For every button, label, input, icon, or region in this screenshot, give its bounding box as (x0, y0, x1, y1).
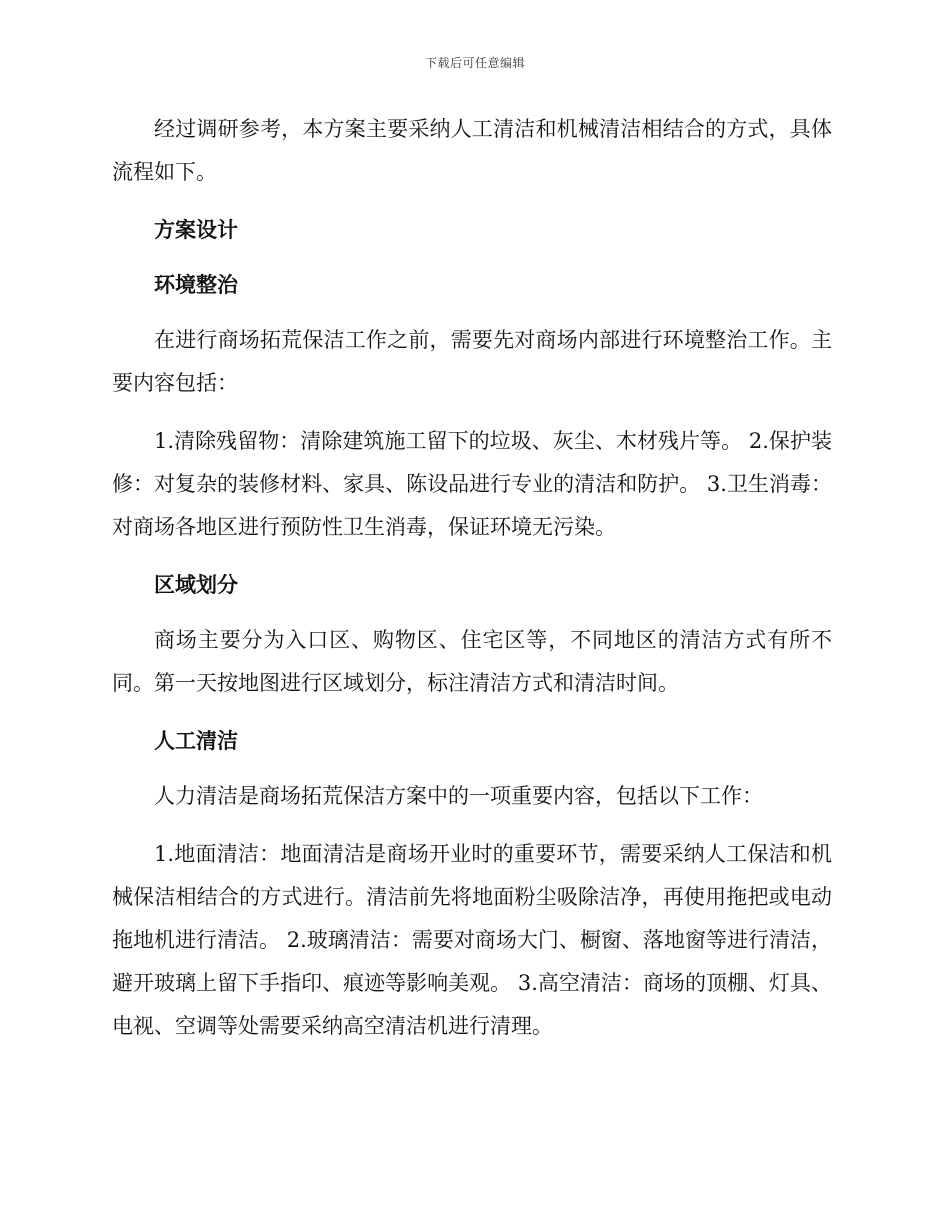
subheading-zone-division: 区域划分 (154, 573, 238, 597)
subheading-environment: 环境整治 (154, 273, 238, 297)
zone-division-paragraph: 商场主要分为入口区、购物区、住宅区等，不同地区的清洁方式有所不同。第一天按地图进行区域划分，标注清洁方式和清洁时间。 (112, 628, 832, 695)
manual-cleaning-items-paragraph: 1.地面清洁：地面清洁是商场开业时的重要环节，需要采纳人工保洁和机械保洁相结合的方式进行。清洁前先将地面粉尘吸除洁净，再使用拖把或电动拖地机进行清洁。 2.玻璃清洁：需要对商场大门、橱窗、落地窗等进行清洁，避开玻璃上留下手指印、痕迹等影响美观。 3.高空清洁：商场的顶棚、灯具、电视、空调等处需要采纳高空清洁机进行清理。 (112, 842, 832, 1038)
subheading-manual-cleaning: 人工清洁 (154, 729, 238, 753)
manual-cleaning-intro-paragraph: 人力清洁是商场拓荒保洁方案中的一项重要内容，包括以下工作： (154, 784, 763, 808)
intro-paragraph: 经过调研参考，本方案主要采纳人工清洁和机械清洁相结合的方式，具体流程如下。 (112, 117, 832, 184)
environment-items-paragraph: 1.清除残留物：清除建筑施工留下的垃圾、灰尘、木材残片等。 2.保护装修：对复杂的装修材料、家具、陈设品进行专业的清洁和防护。 3.卫生消毒：对商场各地区进行预防性卫生消毒，保证环境无污染。 (112, 429, 832, 539)
section-heading-plan-design: 方案设计 (154, 218, 238, 242)
document-body (112, 108, 832, 1063)
environment-intro-paragraph: 在进行商场拓荒保洁工作之前，需要先对商场内部进行环境整治工作。主要内容包括： (112, 328, 832, 395)
page-header: 下载后可任意编辑 (424, 56, 525, 70)
